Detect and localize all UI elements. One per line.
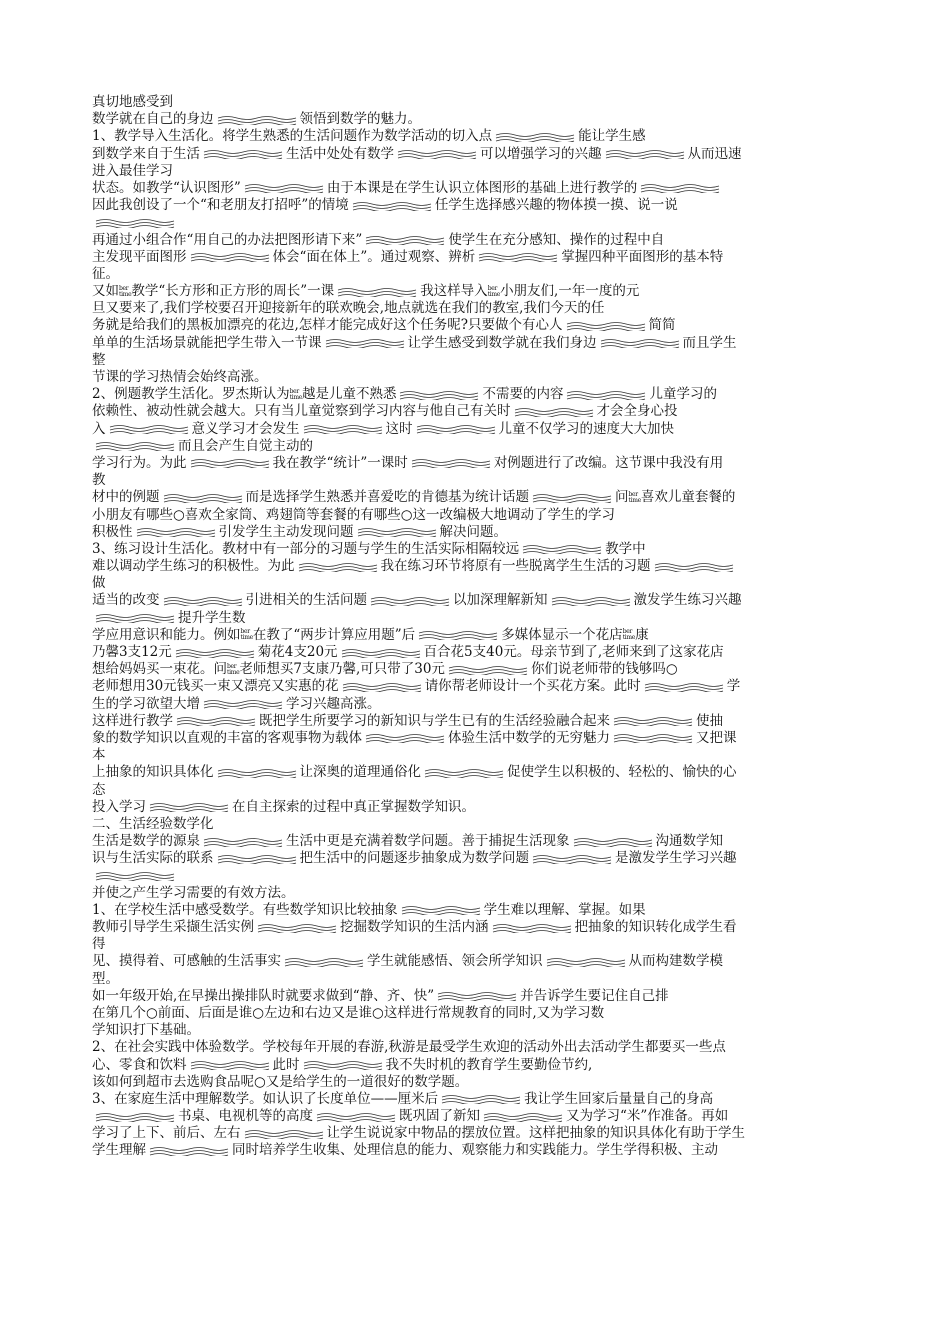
text-line: 做 [92,575,106,592]
time-mark-icon: ber time [289,387,302,401]
wavy-separator-icon [532,493,612,503]
text-line: 1、在学校生活中感受数学。有些数学知识比较抽象 学生难以理解、掌握。如果 [92,901,646,918]
wavy-separator-icon [401,905,481,915]
wavy-separator-icon [303,1060,383,1070]
wavy-separator-icon [478,252,558,262]
wavy-separator-icon [613,716,693,726]
wavy-separator-icon [437,991,517,1001]
wavy-separator-icon [244,1129,324,1139]
wavy-separator-icon [257,923,337,933]
wavy-separator-icon [341,648,421,658]
wavy-separator-icon [416,424,496,434]
text-line: 学习了上下、前后、左右 让学生说说家中物品的摆放位置。这样把抽象的知识具体化有助于学生 [92,1125,745,1142]
text-line: 3、在家庭生活中理解数学。如认识了长度单位——厘米后 我让学生回家后量量自己的身高 [92,1090,714,1107]
wavy-separator-icon [566,321,646,331]
text-line: 到数学来自于生活 生活中处处有数学 可以增强学习的兴趣 从而迅速 [92,145,742,162]
wavy-separator-icon [95,441,175,451]
time-mark-icon: ber time [119,284,132,298]
text-line: 再通过小组合作“用自己的办法把图形请下来” 使学生在充分感知、操作的过程中自 [92,231,665,248]
text-line: 生的学习欲望大增 学习兴趣高涨。 [92,695,381,712]
text-line: 又如ber time教学“长方形和正方形的周长”一课 我这样导入ber time小朋友们,一年一度的元 [92,283,640,300]
text-line: 学应用意识和能力。例如ber time在教了“两步计算应用题”后 多媒体显示一个花店ber time康 [92,626,649,643]
wavy-separator-icon [190,1060,270,1070]
wavy-separator-icon [492,923,572,933]
text-line: 教 [92,472,106,489]
wavy-separator-icon [190,252,270,262]
document-body [92,94,862,1160]
text-line: 本 [92,747,106,764]
wavy-separator-icon [284,957,364,967]
wavy-separator-icon [203,149,283,159]
text-line: 想给妈妈买一束花。问ber time老师想买7支康乃馨,可只带了30元 你们说老师带的钱够吗○ [92,661,678,678]
text-line: 3、练习设计生活化。教材中有一部分的习题与学生的生活实际相隔较远 教学中 [92,540,646,557]
text-line: 依赖性、被动性就会越大。只有当儿童觉察到学习内容与他自己有关时 才会全身心投 [92,403,678,420]
wavy-separator-icon [448,665,528,675]
text-line: 征。 [92,265,119,282]
wavy-separator-icon [573,837,653,847]
text-line: 2、在社会实践中体验数学。学校每年开展的春游,秋游是最受学生欢迎的活动外出去活动学生都要买一些点 [92,1039,726,1056]
wavy-separator-icon [175,648,255,658]
wavy-separator-icon [163,493,243,503]
wavy-separator-icon [149,1146,229,1156]
wavy-separator-icon [605,149,685,159]
time-mark-icon: ber time [227,662,240,676]
text-line: 投入学习 在自主探索的过程中真正掌握数学知识。 [92,798,475,815]
text-line: 小朋友有哪些○喜欢全家筒、鸡翅筒等套餐的有哪些○这一改编极大地调动了学生的学习 [92,506,616,523]
text-line: 积极性 引发学生主动发现问题 解决问题。 [92,523,507,540]
wavy-separator-icon [566,390,646,400]
text-line: 数学就在自己的身边 领悟到数学的魅力。 [92,111,421,128]
wavy-separator-icon [244,183,324,193]
wavy-separator-icon [424,768,504,778]
wavy-separator-icon [303,424,383,434]
wavy-separator-icon [370,596,450,606]
text-line: 教师引导学生采撷生活实例 挖掘数学知识的生活内涵 把抽象的知识转化成学生看 [92,919,737,935]
wavy-separator-icon [217,768,297,778]
wavy-separator-icon [298,562,378,572]
text-line: 旦又要来了,我们学校要召开迎接新年的联欢晚会,地点就选在我们的教室,我们今天的任 [92,300,605,317]
wavy-separator-icon [418,630,498,640]
text-line: 学习行为。为此 我在教学“统计”一课时 对例题进行了改编。这节课中我没有用 [92,454,724,471]
time-mark-icon: ber time [240,628,253,642]
text-line: 学知识打下基础。 [92,1022,200,1039]
wavy-separator-icon [352,201,432,211]
wavy-separator-icon [514,407,594,417]
text-line: 见、摸得着、可感触的生活事实 学生就能感悟、领会所学知识 从而构建数学模 [92,953,723,970]
text-line: 并使之产生学习需要的有效方法。 [92,884,295,901]
wavy-separator-icon [546,957,626,967]
text-line: 主发现平面图形 体会“面在体上”。通过观察、辨析 掌握四种平面图形的基本特 [92,248,724,265]
text-line: 而且会产生自觉主动的 [92,438,862,455]
text-line: 提升学生数 [92,610,862,627]
wavy-separator-icon [495,132,575,142]
text-line: 在第几个○前面、后面是谁○左边和右边又是谁○这样进行常规教育的同时,又为学习数 [92,1004,605,1021]
text-line: 生活是数学的源泉 生活中更是充满着数学问题。善于捕捉生活现象 沟通数学知 [92,833,723,850]
text-line: 材中的例题 而是选择学生熟悉并喜爱吃的肯德基为统计话题 问ber time喜欢儿童套餐的 [92,489,736,506]
wavy-separator-icon [163,596,243,606]
text-line: 进入最佳学习 [92,162,173,179]
text-line: 状态。如教学“认识图形” 由于本课是在学生认识立体图形的基础上进行教学的 [92,180,862,197]
wavy-separator-icon [316,1112,396,1122]
wavy-separator-icon [217,854,297,864]
wavy-separator-icon [342,682,422,692]
wavy-separator-icon [365,235,445,245]
text-line: 2、例题教学生活化。罗杰斯认为ber time越是儿童不熟悉 不需要的内容 儿童学习的 [92,386,717,403]
wavy-separator-icon [95,613,175,623]
text-line: 这样进行教学 既把学生所要学习的新知识与学生已有的生活经验融合起来 使抽 [92,712,723,729]
wavy-separator-icon [640,183,720,193]
wavy-separator-icon [176,716,256,726]
text-line: 务就是给我们的黑板加漂亮的花边,怎样才能完成好这个任务呢?只要做个有心人 简简 [92,317,676,334]
text-line: 因此我创设了一个“和老朋友打招呼”的情境 任学生选择感兴趣的物体摸一摸、说一说 [92,197,678,214]
text-line: 难以调动学生练习的积极性。为此 我在练习环节将原有一些脱离学生生活的习题 [92,558,862,575]
wavy-separator-icon [95,871,175,881]
text-line: 态 [92,781,106,798]
text-line: 象的数学知识以直观的丰富的客观事物为载体 体验生活中数学的无穷魅力 又把课 [92,729,737,746]
time-mark-icon: ber time [487,284,501,298]
wavy-separator-icon [136,527,216,537]
text-line: 学生理解 同时培养学生收集、处理信息的能力、观察能力和实践能力。学生学得积极、主动 [92,1142,718,1159]
wavy-separator-icon [149,802,229,812]
text-line: 二、生活经验数学化 [92,815,214,832]
text-line: 型。 [92,970,119,987]
wavy-separator-icon [337,287,417,297]
text-line: 节课的学习热情会始终高涨。 [92,369,268,385]
text-line: 识与生活实际的联系 把生活中的问题逐步抽象成为数学问题 是激发学生学习兴趣 [92,850,737,867]
wavy-separator-icon [357,527,437,537]
text-line: 上抽象的知识具体化 让深奥的道理通俗化 促使学生以积极的、轻松的、愉快的心 [92,764,737,781]
wavy-separator-icon [441,1094,521,1104]
wavy-separator-icon [600,338,680,348]
text-line: 适当的改变 引进相关的生活问题 以加深理解新知 激发学生练习兴趣 [92,592,742,609]
text-line: 整 [92,351,106,368]
wavy-separator-icon [217,115,297,125]
wavy-separator-icon [532,854,612,864]
wavy-separator-icon [365,733,445,743]
text-line: 乃馨3支12元 菊花4支20元 百合花5支40元。母亲节到了,老师来到了这家花店 [92,644,724,660]
text-line: 得 [92,936,106,953]
wavy-separator-icon [190,458,270,468]
wavy-separator-icon [399,390,479,400]
text-line: 1、教学导入生活化。将学生熟悉的生活问题作为数学活动的切入点 能让学生感 [92,128,646,145]
time-mark-icon: ber time [622,628,636,642]
wavy-separator-icon [397,149,477,159]
time-mark-icon: ber time [628,490,641,504]
text-line: 入 意义学习才会发生 这时 儿童不仅学习的速度大大加快 [92,420,674,437]
wavy-separator-icon [483,1112,563,1122]
text-line: 老师想用30元钱买一束又漂亮又实惠的花 请你帮老师设计一个买花方案。此时 学 [92,678,741,695]
text-line: 真切地感受到 [92,94,173,110]
wavy-separator-icon [95,218,175,228]
wavy-separator-icon [411,458,491,468]
text-line [92,867,862,884]
wavy-separator-icon [522,544,602,554]
text-line: 心、零食和饮料 此时 我不失时机的教育学生要勤俭节约, [92,1056,593,1073]
text-line: 如一年级开始,在早操出操排队时就要求做到“静、齐、快” 并告诉学生要记住自己排 [92,987,669,1004]
wavy-separator-icon [654,562,734,572]
wavy-separator-icon [325,338,405,348]
text-line: 单单的生活场景就能把学生带入一节课 让学生感受到数学就在我们身边 而且学生 [92,334,737,351]
wavy-separator-icon [95,1112,175,1122]
wavy-separator-icon [644,682,724,692]
wavy-separator-icon [203,837,283,847]
text-line [92,214,862,231]
wavy-separator-icon [109,424,189,434]
wavy-separator-icon [613,733,693,743]
text-line: 书桌、电视机等的高度 既巩固了新知 又为学习“米”作准备。再如 [92,1108,862,1125]
wavy-separator-icon [203,699,283,709]
wavy-separator-icon [551,596,631,606]
text-line: 该如何到超市去选购食品呢○又是给学生的一道很好的数学题。 [92,1073,469,1090]
